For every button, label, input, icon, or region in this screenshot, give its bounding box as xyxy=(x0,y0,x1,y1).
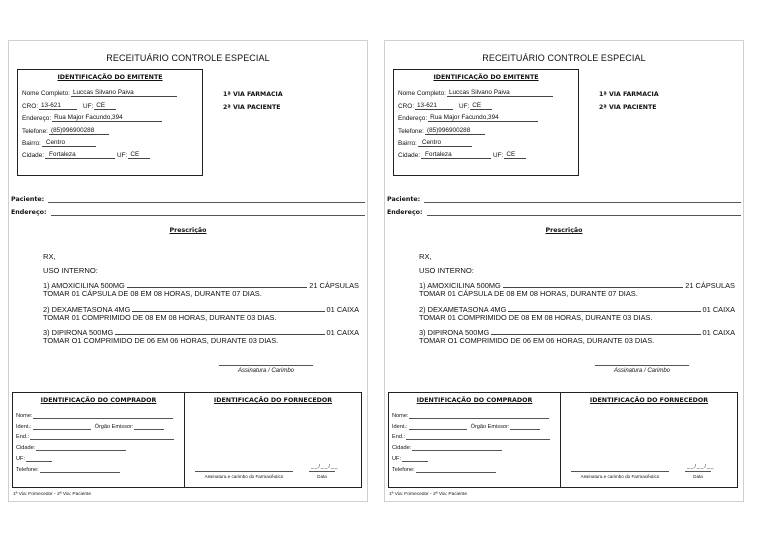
paciente-label: Paciente: xyxy=(11,196,45,203)
sheet-footer: 1ª Via: Fornecedor - 2ª Via: Paciente xyxy=(13,492,92,497)
cro-label: CRO: xyxy=(22,102,38,110)
endereco-paciente-field[interactable] xyxy=(51,211,365,216)
bairro-label: Bairro: xyxy=(22,139,41,147)
dash-line xyxy=(503,283,684,288)
comprador-uf-field[interactable] xyxy=(26,458,52,462)
comprador-end-label: End.: xyxy=(392,434,406,441)
comprador-nome-label: Nome: xyxy=(16,412,33,419)
cro-row xyxy=(394,97,578,109)
comprador-ident-field[interactable] xyxy=(409,426,467,430)
endereco-row xyxy=(394,110,578,122)
med-item-1 xyxy=(43,282,359,299)
uso-interno-text: USO INTERNO: xyxy=(419,266,474,275)
med-qty: 01 CAIXA xyxy=(326,328,359,337)
comprador-ident-field[interactable] xyxy=(33,426,91,430)
med-qty: 21 CÁPSULAS xyxy=(685,281,735,290)
endereco-paciente-row xyxy=(11,209,365,216)
telefone-row xyxy=(18,122,202,134)
assinatura-carimbo: Assinatura / Carimbo xyxy=(595,365,689,374)
nome-label: Nome Completo: xyxy=(398,90,446,98)
uf-label: UF: xyxy=(82,102,94,110)
dash-line xyxy=(508,307,700,312)
via-paciente: 2ª VIA PACIENTE xyxy=(223,103,281,111)
endereco-field[interactable]: Rua Major Facundo,394 xyxy=(428,114,538,122)
via-farmacia: 1ª VIA FARMACIA xyxy=(223,91,283,98)
orgao-label: Órgão Emissor: xyxy=(94,423,134,430)
uf-label: UF: xyxy=(458,102,470,110)
orgao-field[interactable] xyxy=(134,426,164,430)
comprador-nome-field[interactable] xyxy=(33,415,173,419)
uf2-field[interactable]: CE xyxy=(128,151,150,159)
med-qty: 01 CAIXA xyxy=(326,305,359,314)
telefone-row xyxy=(394,122,578,134)
comprador-nome-field[interactable] xyxy=(409,415,549,419)
sheet-footer: 1ª Via: Fornecedor - 2ª Via: Paciente xyxy=(389,492,468,497)
comprador-cidade-row xyxy=(389,440,560,451)
med-name: 1) AMOXICILINA 500MG xyxy=(43,281,125,290)
comprador-telefone-row xyxy=(13,462,184,473)
fornecedor-box xyxy=(185,393,361,487)
assinatura-carimbo: Assinatura / Carimbo xyxy=(219,365,313,374)
cidade-row xyxy=(394,147,578,159)
emitente-heading: IDENTIFICAÇÃO DO EMITENTE xyxy=(57,74,163,81)
comprador-telefone-label: Telefone: xyxy=(392,466,415,473)
paciente-field[interactable] xyxy=(424,198,741,203)
comprador-end-field[interactable] xyxy=(30,436,174,440)
cro-label: CRO: xyxy=(398,102,414,110)
telefone-label: Telefone: xyxy=(398,127,424,135)
paciente-row xyxy=(11,196,365,203)
data-label: Data xyxy=(685,471,711,479)
sheet-title: RECEITUÁRIO CONTROLE ESPECIAL xyxy=(106,53,270,63)
med-name: 3) DIPIRONA 500MG xyxy=(419,328,490,337)
med-qty: 01 CAIXA xyxy=(702,305,735,314)
med-instructions: TOMAR 01 CÁPSULA DE 08 EM 08 HORAS, DURANTE 07 DIAS. xyxy=(43,289,262,299)
comprador-nome-row xyxy=(389,408,560,419)
comprador-telefone-field[interactable] xyxy=(40,469,120,473)
cidade-field[interactable]: Fortaleza xyxy=(421,151,491,159)
med-name: 3) DIPIRONA 500MG xyxy=(43,328,114,337)
comprador-uf-field[interactable] xyxy=(402,458,428,462)
date-mark[interactable]: __/__/__ xyxy=(311,464,339,470)
endereco-paciente-label: Endereço: xyxy=(11,209,47,216)
bottom-box xyxy=(388,392,738,488)
telefone-field[interactable]: (85)996900288 xyxy=(49,127,109,135)
med-qty: 01 CAIXA xyxy=(702,328,735,337)
farmaceutico-signature: Assinatura e carimbo do Farmacêutico xyxy=(195,471,293,479)
vias-list xyxy=(223,89,283,114)
bairro-field[interactable]: Centro xyxy=(418,139,472,147)
comprador-uf-label: UF: xyxy=(392,455,402,462)
endereco-paciente-row xyxy=(387,209,741,216)
cidade-label: Cidade: xyxy=(398,152,421,160)
med-instructions: TOMAR 01 COMPRIMIDO DE 08 EM 08 HORAS, DURANTE 03 DIAS. xyxy=(43,313,277,323)
comprador-telefone-field[interactable] xyxy=(416,469,496,473)
med-item-3 xyxy=(43,329,359,346)
bairro-row xyxy=(394,135,578,147)
comprador-uf-label: UF: xyxy=(16,455,26,462)
dash-line xyxy=(132,307,324,312)
telefone-label: Telefone: xyxy=(22,127,48,135)
orgao-field[interactable] xyxy=(510,426,540,430)
dash-line xyxy=(491,330,700,335)
emitente-box xyxy=(393,69,579,176)
comprador-nome-label: Nome: xyxy=(392,412,409,419)
comprador-end-row xyxy=(13,430,184,441)
med-instructions: TOMAR O1 COMPRIMIDO DE 06 EM 06 HORAS, DURANTE 03 DIAS. xyxy=(43,336,279,346)
dash-line xyxy=(115,330,324,335)
comprador-ident-label: Ident.: xyxy=(16,423,32,430)
endereco-label: Endereço: xyxy=(22,115,52,123)
comprador-uf-row xyxy=(13,451,184,462)
comprador-cidade-field[interactable] xyxy=(36,447,126,451)
fornecedor-box xyxy=(561,393,737,487)
date-mark[interactable]: __/__/__ xyxy=(687,464,715,470)
uf2-label: UF: xyxy=(493,152,504,160)
comprador-end-label: End.: xyxy=(16,434,30,441)
telefone-field[interactable]: (85)996900288 xyxy=(425,127,485,135)
via-paciente: 2ª VIA PACIENTE xyxy=(599,103,657,111)
comprador-cidade-label: Cidade: xyxy=(392,445,412,452)
prescription-sheet-left xyxy=(8,40,368,502)
med-item-2 xyxy=(43,306,359,323)
comprador-end-row xyxy=(389,430,560,441)
endereco-label: Endereço: xyxy=(398,115,428,123)
paciente-field[interactable] xyxy=(48,198,365,203)
med-item-1 xyxy=(419,282,735,299)
endereco-paciente-field[interactable] xyxy=(427,211,741,216)
comprador-cidade-row xyxy=(13,440,184,451)
bairro-label: Bairro: xyxy=(398,139,417,147)
emitente-box xyxy=(17,69,203,176)
sheet-title: RECEITUÁRIO CONTROLE ESPECIAL xyxy=(482,53,646,63)
nome-row xyxy=(18,85,202,97)
med-name: 2) DEXAMETASONA 4MG xyxy=(43,305,131,314)
paciente-label: Paciente: xyxy=(387,196,421,203)
uf2-field[interactable]: CE xyxy=(504,151,526,159)
comprador-telefone-row xyxy=(389,462,560,473)
nome-row xyxy=(394,85,578,97)
vias-list xyxy=(599,89,659,114)
comprador-nome-row xyxy=(13,408,184,419)
cro-field[interactable]: 13-621 xyxy=(39,102,77,110)
med-name: 1) AMOXICILINA 500MG xyxy=(419,281,501,290)
med-instructions: TOMAR 01 CÁPSULA DE 08 EM 08 HORAS, DURANTE 07 DIAS. xyxy=(419,289,638,299)
comprador-cidade-label: Cidade: xyxy=(16,445,36,452)
rx-text: RX, xyxy=(43,252,56,261)
comprador-heading: IDENTIFICAÇÃO DO COMPRADOR xyxy=(40,397,157,404)
prescricao-heading: Prescrição xyxy=(545,227,583,234)
rx-text: RX, xyxy=(419,252,432,261)
cidade-row xyxy=(18,147,202,159)
uf2-label: UF: xyxy=(117,152,128,160)
comprador-ident-row xyxy=(13,419,184,430)
med-item-2 xyxy=(419,306,735,323)
cidade-label: Cidade: xyxy=(22,152,45,160)
uf-field[interactable]: CE xyxy=(470,102,492,110)
endereco-field[interactable]: Rua Major Facundo,394 xyxy=(52,114,162,122)
med-item-3 xyxy=(419,329,735,346)
via-farmacia: 1ª VIA FARMACIA xyxy=(599,91,659,98)
data-label: Data xyxy=(309,471,335,479)
uso-interno-text: USO INTERNO: xyxy=(43,266,98,275)
comprador-box xyxy=(389,393,561,487)
nome-field[interactable]: Luccas Silvano Paiva xyxy=(447,89,553,97)
med-instructions: TOMAR 01 COMPRIMIDO DE 08 EM 08 HORAS, DURANTE 03 DIAS. xyxy=(419,313,653,323)
endereco-row xyxy=(18,110,202,122)
farmaceutico-signature: Assinatura e carimbo do Farmacêutico xyxy=(571,471,669,479)
comprador-heading: IDENTIFICAÇÃO DO COMPRADOR xyxy=(416,397,533,404)
orgao-label: Órgão Emissor: xyxy=(470,423,510,430)
comprador-cidade-field[interactable] xyxy=(412,447,502,451)
med-instructions: TOMAR O1 COMPRIMIDO DE 06 EM 06 HORAS, DURANTE 03 DIAS. xyxy=(419,336,655,346)
comprador-uf-row xyxy=(389,451,560,462)
med-name: 2) DEXAMETASONA 4MG xyxy=(419,305,507,314)
fornecedor-heading: IDENTIFICAÇÃO DO FORNECEDOR xyxy=(213,397,333,404)
emitente-heading: IDENTIFICAÇÃO DO EMITENTE xyxy=(433,74,539,81)
paciente-row xyxy=(387,196,741,203)
bairro-row xyxy=(18,135,202,147)
bottom-box xyxy=(12,392,362,488)
med-qty: 21 CÁPSULAS xyxy=(309,281,359,290)
nome-label: Nome Completo: xyxy=(22,90,70,98)
uf-field[interactable]: CE xyxy=(94,102,116,110)
comprador-ident-row xyxy=(389,419,560,430)
comprador-box xyxy=(13,393,185,487)
nome-field[interactable]: Luccas Silvano Paiva xyxy=(71,89,177,97)
comprador-end-field[interactable] xyxy=(406,436,550,440)
dash-line xyxy=(127,283,308,288)
fornecedor-heading: IDENTIFICAÇÃO DO FORNECEDOR xyxy=(589,397,709,404)
endereco-paciente-label: Endereço: xyxy=(387,209,423,216)
comprador-telefone-label: Telefone: xyxy=(16,466,39,473)
cro-field[interactable]: 13-621 xyxy=(415,102,453,110)
bairro-field[interactable]: Centro xyxy=(42,139,96,147)
cro-row xyxy=(18,97,202,109)
cidade-field[interactable]: Fortaleza xyxy=(45,151,115,159)
prescription-sheet-right xyxy=(384,40,744,502)
prescricao-heading: Prescrição xyxy=(169,227,207,234)
comprador-ident-label: Ident.: xyxy=(392,423,408,430)
